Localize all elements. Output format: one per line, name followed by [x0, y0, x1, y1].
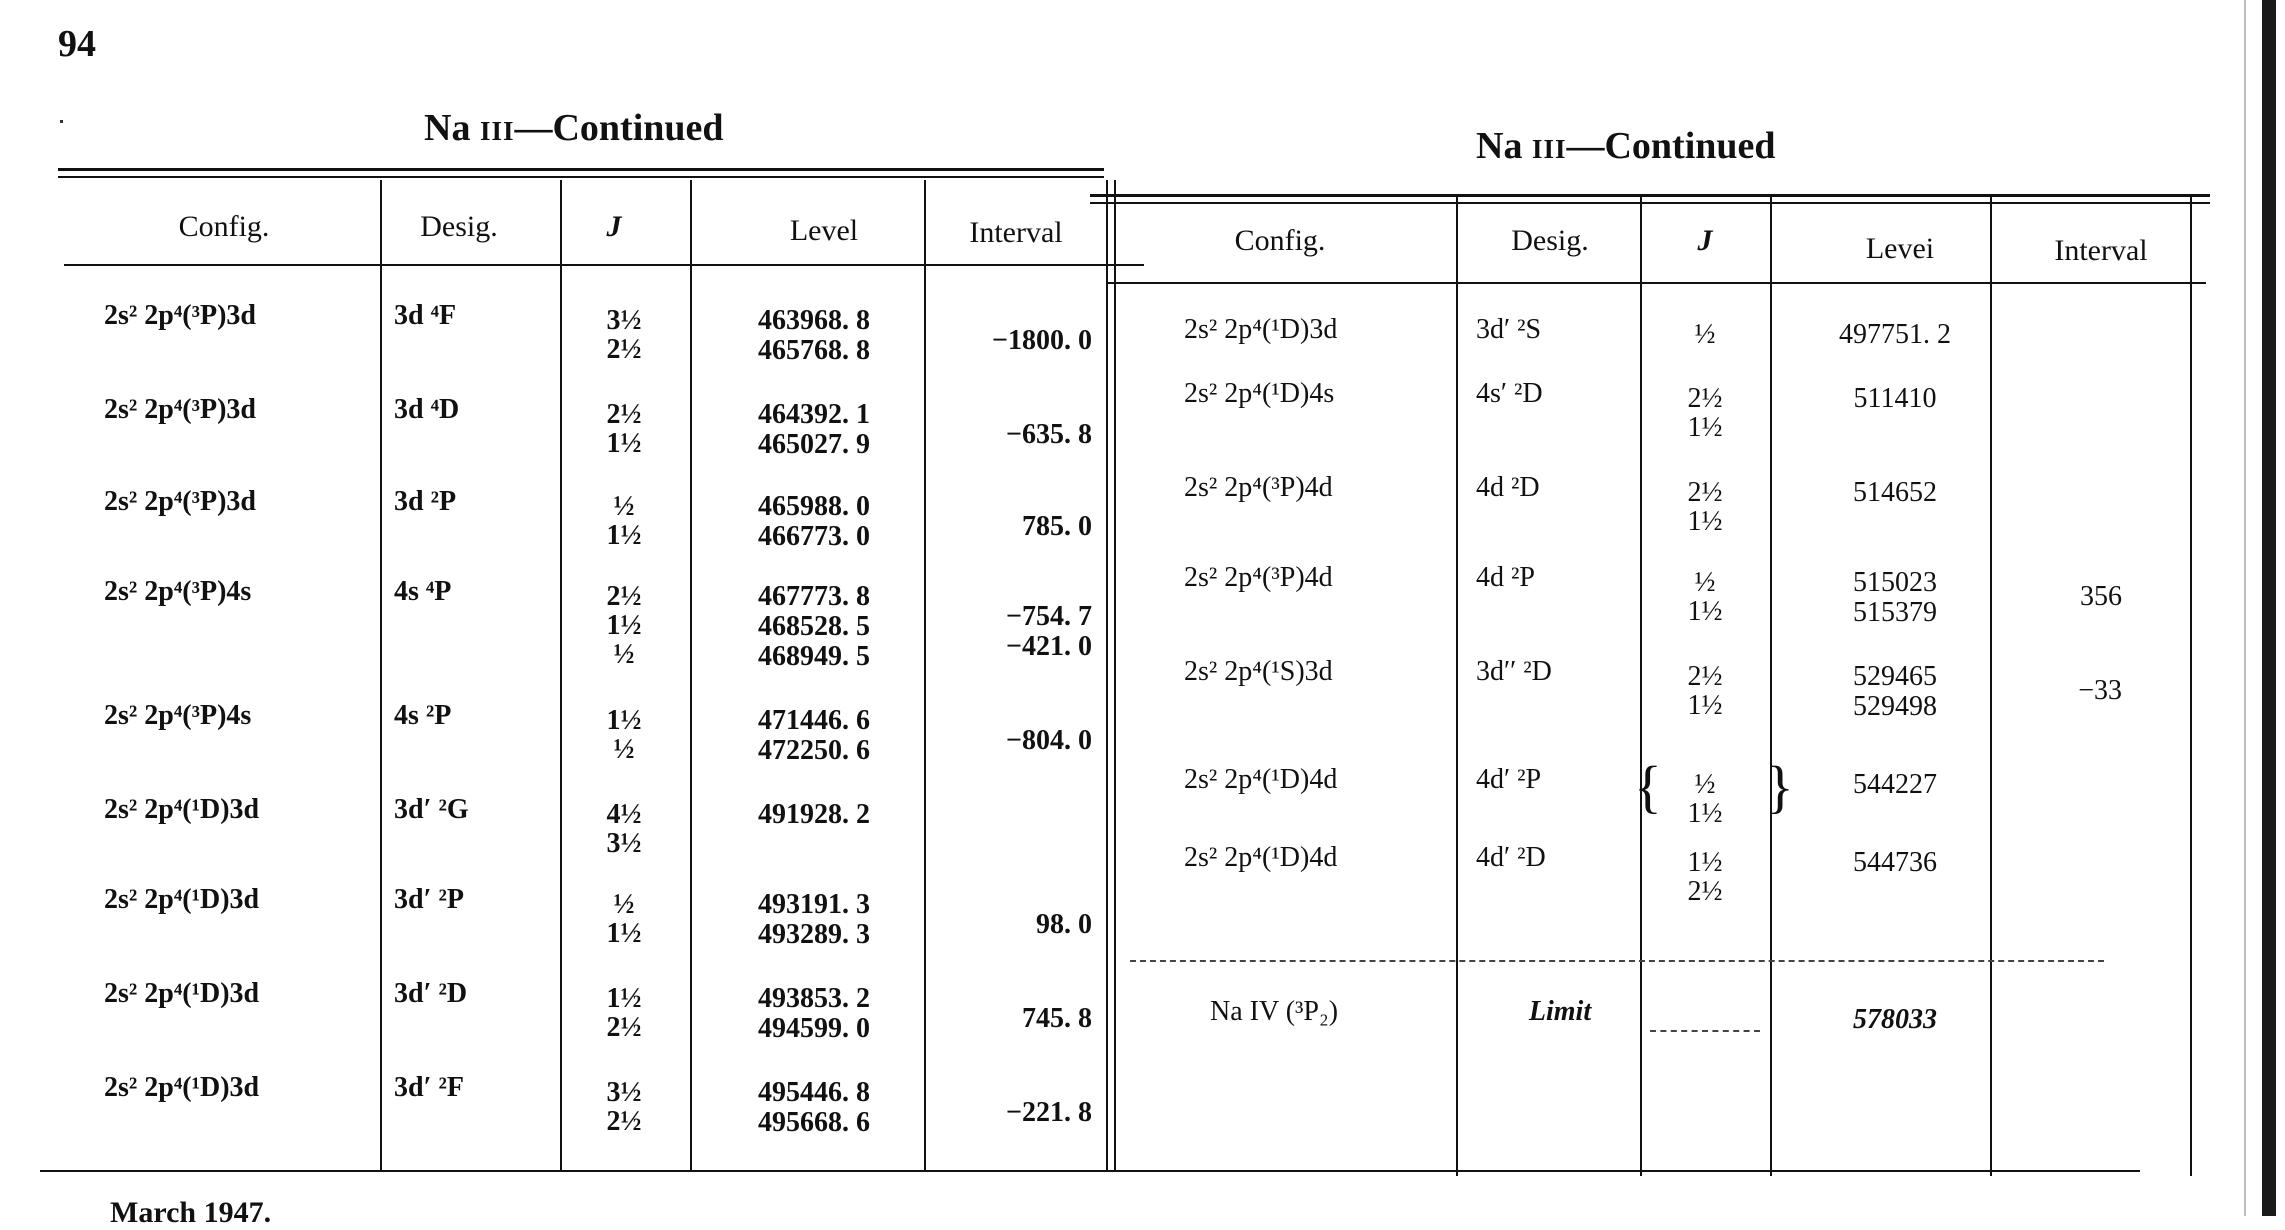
limit-level: 578033 [1853, 1004, 1937, 1035]
right-brace: } [1766, 754, 1794, 819]
j-values-line: 1½ [606, 428, 642, 459]
j-values-line: 3½ [606, 828, 642, 859]
designation-cell: 3d′ ²F [394, 1072, 464, 1103]
col-header-interval: Interval [2054, 234, 2148, 267]
config-cell: 2s² 2p⁴(¹D)3d [104, 978, 260, 1009]
heading-ion-stage: III [1531, 134, 1567, 164]
level-values [1800, 384, 1990, 414]
j-values [564, 800, 684, 858]
col-divider [1456, 196, 1458, 1176]
j-values-line: 1½ [1687, 690, 1723, 721]
j-values [564, 890, 684, 948]
interval-values-line: −635. 8 [1006, 419, 1092, 450]
j-values-line: 2½ [606, 1106, 642, 1137]
level-values [694, 306, 934, 366]
col-divider [690, 180, 692, 1170]
level-values-line: 468949. 5 [758, 641, 870, 672]
level-values-line: 493191. 3 [758, 889, 870, 920]
j-values [564, 1078, 684, 1136]
j-values-line: ½ [1694, 567, 1716, 598]
j-values-line: 3½ [606, 305, 642, 336]
config-cell: 2s² 2p⁴(¹D)3d [104, 794, 260, 825]
interval-values-line: −221. 8 [1006, 1097, 1092, 1128]
col-header-desig: Desig. [1511, 224, 1589, 257]
level-values-line: 463968. 8 [758, 305, 870, 336]
col-header-desig: Desig. [420, 210, 498, 243]
interval-values [924, 726, 1092, 756]
heading-ion-stage: III [479, 116, 515, 146]
col-divider [380, 180, 382, 1170]
heading-element: Na [1476, 125, 1532, 167]
config-cell: 2s² 2p⁴(¹D)3d [104, 884, 260, 915]
level-values-line: 529498 [1853, 691, 1937, 722]
j-values-line: 2½ [1687, 876, 1723, 907]
level-values-line: 515023 [1853, 567, 1937, 598]
j-values-line: 1½ [606, 610, 642, 641]
interval-values [924, 326, 1092, 356]
level-values [694, 582, 934, 672]
j-values [1650, 384, 1760, 442]
j-values-line: 1½ [1687, 847, 1723, 878]
level-values-line: 495668. 6 [758, 1107, 870, 1138]
j-values-line: 2½ [1687, 477, 1723, 508]
left-table-heading [424, 106, 724, 150]
interval-values [924, 1004, 1092, 1034]
j-values-line: ½ [613, 491, 635, 522]
interval-values [924, 910, 1092, 940]
level-values [1800, 770, 1990, 800]
j-values-line: 1½ [606, 983, 642, 1014]
heading-continued: —Continued [514, 107, 724, 149]
j-values-line: 2½ [606, 399, 642, 430]
level-values [694, 706, 934, 766]
col-divider [560, 180, 562, 1170]
config-cell: 2s² 2p⁴(³P)3d [104, 300, 256, 331]
level-values [1800, 662, 1990, 722]
config-cell: 2s² 2p⁴(³P)3d [104, 486, 256, 517]
bottom-rule [40, 1170, 2140, 1172]
j-values [1650, 478, 1760, 536]
limit-config: Na IV (³P₂) [1210, 996, 1339, 1027]
designation-cell: 4d ²P [1476, 562, 1535, 593]
level-values-line: 493289. 3 [758, 919, 870, 950]
j-values-line: 2½ [606, 334, 642, 365]
config-cell: 2s² 2p⁴(¹S)3d [1184, 656, 1333, 687]
level-values [1800, 848, 1990, 878]
designation-cell: 3d′ ²P [394, 884, 464, 915]
col-header-j: J [1697, 224, 1713, 257]
interval-values [924, 420, 1092, 450]
heading-element: Na [424, 107, 480, 149]
j-values-line: 1½ [1687, 506, 1723, 537]
j-values [1650, 320, 1760, 349]
designation-cell: 4d′ ²P [1476, 764, 1542, 795]
col-divider [1106, 180, 1108, 1170]
col-header-level: Level [789, 214, 859, 247]
config-cell: 2s² 2p⁴(³P)4s [104, 700, 252, 731]
designation-cell: 3d′ ²D [394, 978, 468, 1009]
interval-values [2010, 582, 2122, 612]
level-values-line: 465988. 0 [758, 491, 870, 522]
j-values [564, 400, 684, 458]
page-edge-line [2244, 0, 2246, 1216]
level-values-line: 471446. 6 [758, 705, 870, 736]
level-values-line: 493853. 2 [758, 983, 870, 1014]
level-values-line: 466773. 0 [758, 521, 870, 552]
interval-values-line: −804. 0 [1006, 725, 1092, 756]
top-rule [1090, 194, 2210, 197]
level-values-line: 529465 [1853, 661, 1937, 692]
j-values-line: 4½ [606, 799, 642, 830]
designation-cell: 4d′ ²D [1476, 842, 1546, 873]
level-values-line: 464392. 1 [758, 399, 870, 430]
col-divider [2190, 196, 2192, 1176]
header-rule [64, 264, 1144, 266]
designation-cell: 3d′ ²G [394, 794, 469, 825]
col-divider [1770, 196, 1772, 1176]
designation-cell: 3d′′ ²D [1476, 656, 1552, 687]
config-cell: 2s² 2p⁴(³P)3d [104, 394, 256, 425]
interval-values-line: 785. 0 [1022, 511, 1092, 542]
j-values-line: 1½ [606, 705, 642, 736]
j-values-line: ½ [613, 639, 635, 670]
designation-cell: 4d ²D [1476, 472, 1540, 503]
level-values-line: 514652 [1853, 477, 1937, 508]
col-divider [1990, 196, 1992, 1176]
j-values-line: ½ [613, 889, 635, 920]
designation-cell: 3d ²P [394, 486, 457, 517]
footer-date: March 1947. [110, 1196, 272, 1229]
config-cell: 2s² 2p⁴(³P)4s [104, 576, 252, 607]
col-divider [1114, 180, 1116, 1170]
j-values [564, 706, 684, 764]
level-values-line: 465768. 8 [758, 335, 870, 366]
designation-cell: 3d ⁴D [394, 394, 460, 425]
j-values-line: 1½ [606, 918, 642, 949]
interval-values [924, 1098, 1092, 1128]
level-values [1800, 568, 1990, 628]
interval-values-line: −33 [2078, 675, 2122, 706]
interval-values-line: 745. 8 [1022, 1003, 1092, 1034]
j-values [1650, 770, 1760, 828]
level-values [694, 400, 934, 460]
top-rule-2 [58, 176, 1104, 178]
j-values-line: 2½ [606, 1012, 642, 1043]
config-cell: 2s² 2p⁴(¹D)4s [1184, 378, 1335, 409]
j-values-line: 2½ [606, 581, 642, 612]
designation-cell: 3d′ ²S [1476, 314, 1542, 345]
level-values-line: 491928. 2 [758, 799, 870, 830]
level-values-line: 544736 [1853, 847, 1937, 878]
j-values-line: ½ [613, 734, 635, 765]
config-cell: 2s² 2p⁴(¹D)3d [104, 1072, 260, 1103]
designation-cell: 3d ⁴F [394, 300, 457, 331]
level-values-line: 467773. 8 [758, 581, 870, 612]
j-values-line: ½ [1694, 769, 1716, 800]
level-values [694, 984, 934, 1044]
top-rule [58, 168, 1104, 171]
config-cell: 2s² 2p⁴(¹D)4d [1184, 764, 1338, 795]
level-values-line: 465027. 9 [758, 429, 870, 460]
designation-cell: 4s′ ²D [1476, 378, 1543, 409]
heading-continued: —Continued [1566, 125, 1776, 167]
interval-values-line: −754. 7 [1006, 601, 1092, 632]
designation-cell: 4s ²P [394, 700, 452, 731]
config-cell: 2s² 2p⁴(¹D)3d [1184, 314, 1338, 345]
col-header-j: J [606, 210, 622, 243]
j-values-line: 1½ [1687, 798, 1723, 829]
config-cell: 2s² 2p⁴(¹D)4d [1184, 842, 1338, 873]
limit-label: Limit [1528, 996, 1592, 1027]
level-values [694, 1078, 934, 1138]
scan-binding-edge [2262, 0, 2276, 1216]
j-values-line: 1½ [1687, 412, 1723, 443]
limit-j-dash [1650, 1030, 1760, 1032]
top-rule-2 [1090, 202, 2210, 204]
level-values-line: 495446. 8 [758, 1077, 870, 1108]
col-header-level: Levei [1865, 232, 1935, 265]
j-values [1650, 662, 1760, 720]
j-values [564, 306, 684, 364]
level-values [694, 492, 934, 552]
config-cell: 2s² 2p⁴(³P)4d [1184, 562, 1333, 593]
col-header-config: Config. [1234, 224, 1326, 257]
interval-values-line: 98. 0 [1036, 909, 1092, 940]
j-values [1650, 568, 1760, 626]
j-values [564, 984, 684, 1042]
level-values-line: 515379 [1853, 597, 1937, 628]
left-brace: { [1634, 754, 1662, 819]
interval-values [924, 512, 1092, 542]
interval-values-line: 356 [2080, 581, 2122, 612]
printer-dot [60, 120, 63, 123]
config-cell: 2s² 2p⁴(³P)4d [1184, 472, 1333, 503]
level-values-line: 494599. 0 [758, 1013, 870, 1044]
interval-values-line: −421. 0 [1006, 631, 1092, 662]
level-values [694, 800, 934, 830]
limit-separator [1130, 960, 2104, 962]
level-values-line: 468528. 5 [758, 611, 870, 642]
level-values-line: 511410 [1853, 383, 1937, 414]
j-values-line: 2½ [1687, 383, 1723, 414]
level-values [1800, 478, 1990, 508]
level-values [1800, 320, 1990, 350]
header-rule [1106, 282, 2206, 284]
interval-values-line: −1800. 0 [992, 325, 1092, 356]
j-values [564, 582, 684, 669]
interval-values [2010, 676, 2122, 706]
j-values [1650, 848, 1760, 906]
page-number: 94 [58, 23, 96, 65]
interval-values [924, 602, 1092, 662]
col-header-interval: Interval [969, 216, 1063, 249]
j-values-line: 3½ [606, 1077, 642, 1108]
j-values-line: 1½ [606, 520, 642, 551]
designation-cell: 4s ⁴P [394, 576, 452, 607]
level-values [694, 890, 934, 950]
level-values-line: 472250. 6 [758, 735, 870, 766]
col-header-config: Config. [178, 210, 270, 243]
j-values-line: 1½ [1687, 596, 1723, 627]
j-values-line: ½ [1694, 319, 1716, 350]
j-values-line: 2½ [1687, 661, 1723, 692]
level-values-line: 544227 [1853, 769, 1937, 800]
right-table-heading [1476, 124, 1776, 168]
j-values [564, 492, 684, 550]
level-values-line: 497751. 2 [1839, 319, 1951, 350]
